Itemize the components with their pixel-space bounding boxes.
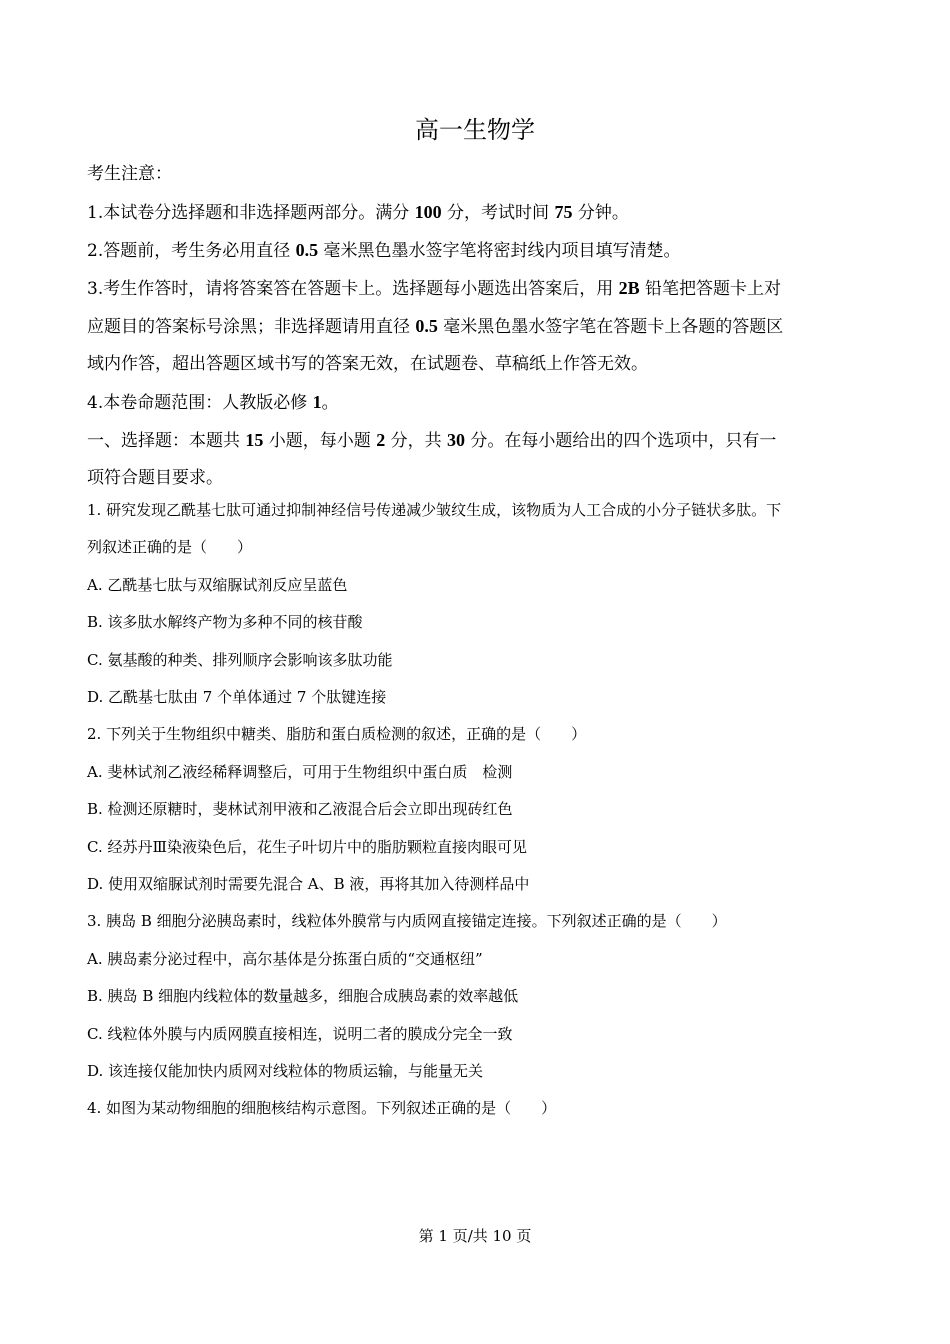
note-3-text: 3.考生作答时，请将答案答在答题卡上。选择题每小题选出答案后，用 — [87, 279, 619, 299]
note-3-line-2 — [87, 307, 877, 346]
note-2-text-2: 毫米黑色墨水签字笔将密封线内项目填写清楚。 — [318, 241, 681, 261]
note-2-text: 2.答题前，考生务必用直径 — [87, 241, 296, 261]
note-4 — [87, 383, 877, 422]
note-2 — [87, 231, 877, 270]
section-count: 15 — [245, 430, 264, 450]
note-1-time: 75 — [554, 202, 573, 222]
note-1-score: 100 — [414, 202, 442, 222]
note-3-text-2: 铅笔把答题卡上对 — [639, 279, 782, 299]
note-3-mm: 0.5 — [415, 316, 438, 336]
question-3-option-c: C. 线粒体外膜与内质网膜直接相连，说明二者的膜成分完全一致 — [87, 1025, 513, 1043]
note-1-text: 1.本试卷分选择题和非选择题两部分。满分 — [87, 203, 415, 223]
page-title: 高一生物学 — [415, 116, 535, 144]
section-text-2: 小题，每小题 — [263, 431, 377, 451]
question-2-stem: 2. 下列关于生物组织中糖类、脂肪和蛋白质检测的叙述，正确的是（ ） — [87, 725, 587, 743]
section-heading-line-1 — [87, 421, 877, 460]
question-1-option-d: D. 乙酰基七肽由 7 个单体通过 7 个肽键连接 — [87, 688, 387, 706]
question-4-stem: 4. 如图为某动物细胞的细胞核结构示意图。下列叙述正确的是（ ） — [87, 1099, 557, 1117]
question-2-option-b: B. 检测还原糖时，斐林试剂甲液和乙液混合后会立即出现砖红色 — [87, 800, 513, 818]
question-3-option-b: B. 胰岛 B 细胞内线粒体的数量越多，细胞合成胰岛素的效率越低 — [87, 987, 519, 1005]
note-3-line-1 — [87, 269, 877, 308]
section-points: 2 — [376, 430, 386, 450]
note-3-text-4: 毫米黑色墨水签字笔在答题卡上各题的答题区 — [437, 317, 784, 337]
question-3-option-d: D. 该连接仅能加快内质网对线粒体的物质运输，与能量无关 — [87, 1062, 484, 1080]
note-1-text-2: 分，考试时间 — [441, 203, 555, 223]
question-1-option-c: C. 氨基酸的种类、排列顺序会影响该多肽功能 — [87, 651, 393, 669]
note-3-text-3: 应题目的答案标号涂黑；非选择题请用直径 — [87, 317, 416, 337]
note-2-mm: 0.5 — [295, 240, 319, 260]
notice-label: 考生注意： — [87, 164, 172, 184]
question-1-option-b: B. 该多肽水解终产物为多种不同的核苷酸 — [87, 613, 363, 631]
page-footer: 第 1 页/共 10 页 — [418, 1227, 532, 1245]
note-4-text: 4.本卷命题范围：人教版必修 — [87, 393, 313, 413]
section-total: 30 — [447, 430, 466, 450]
question-1-stem-line-2: 列叙述正确的是（ ） — [87, 538, 253, 556]
question-2-option-c: C. 经苏丹Ⅲ染液染色后，花生子叶切片中的脂肪颗粒直接肉眼可见 — [87, 838, 527, 856]
question-3-stem: 3. 胰岛 B 细胞分泌胰岛素时，线粒体外膜常与内质网直接锚定连接。下列叙述正确的是（ ） — [87, 912, 727, 930]
section-text: 一、选择题：本题共 — [87, 431, 246, 451]
note-4-text-2: 。 — [321, 393, 339, 413]
section-text-4: 分。在每小题给出的四个选项中，只有一 — [465, 431, 777, 451]
question-2-option-a: A. 斐林试剂乙液经稀释调整后，可用于生物组织中蛋白质 检测 — [87, 763, 513, 781]
note-4-num: 1 — [312, 392, 322, 412]
question-3-option-a: A. 胰岛素分泌过程中，高尔基体是分拣蛋白质的“交通枢纽” — [87, 950, 483, 968]
question-1-stem-line-1: 1. 研究发现乙酰基七肽可通过抑制神经信号传递减少皱纹生成，该物质为人工合成的小分子链状多肽。下 — [87, 501, 782, 519]
note-1-text-3: 分钟。 — [572, 203, 629, 223]
question-1-option-a: A. 乙酰基七肽与双缩脲试剂反应呈蓝色 — [87, 576, 348, 594]
note-3-line-3: 域内作答，超出答题区域书写的答案无效，在试题卷、草稿纸上作答无效。 — [87, 354, 648, 374]
note-3-pencil: 2B — [618, 278, 640, 298]
question-2-option-d: D. 使用双缩脲试剂时需要先混合 A、B 液，再将其加入待测样品中 — [87, 875, 530, 893]
note-1 — [87, 193, 877, 232]
section-heading-line-2: 项符合题目要求。 — [87, 468, 223, 488]
section-text-3: 分，共 — [385, 431, 448, 451]
